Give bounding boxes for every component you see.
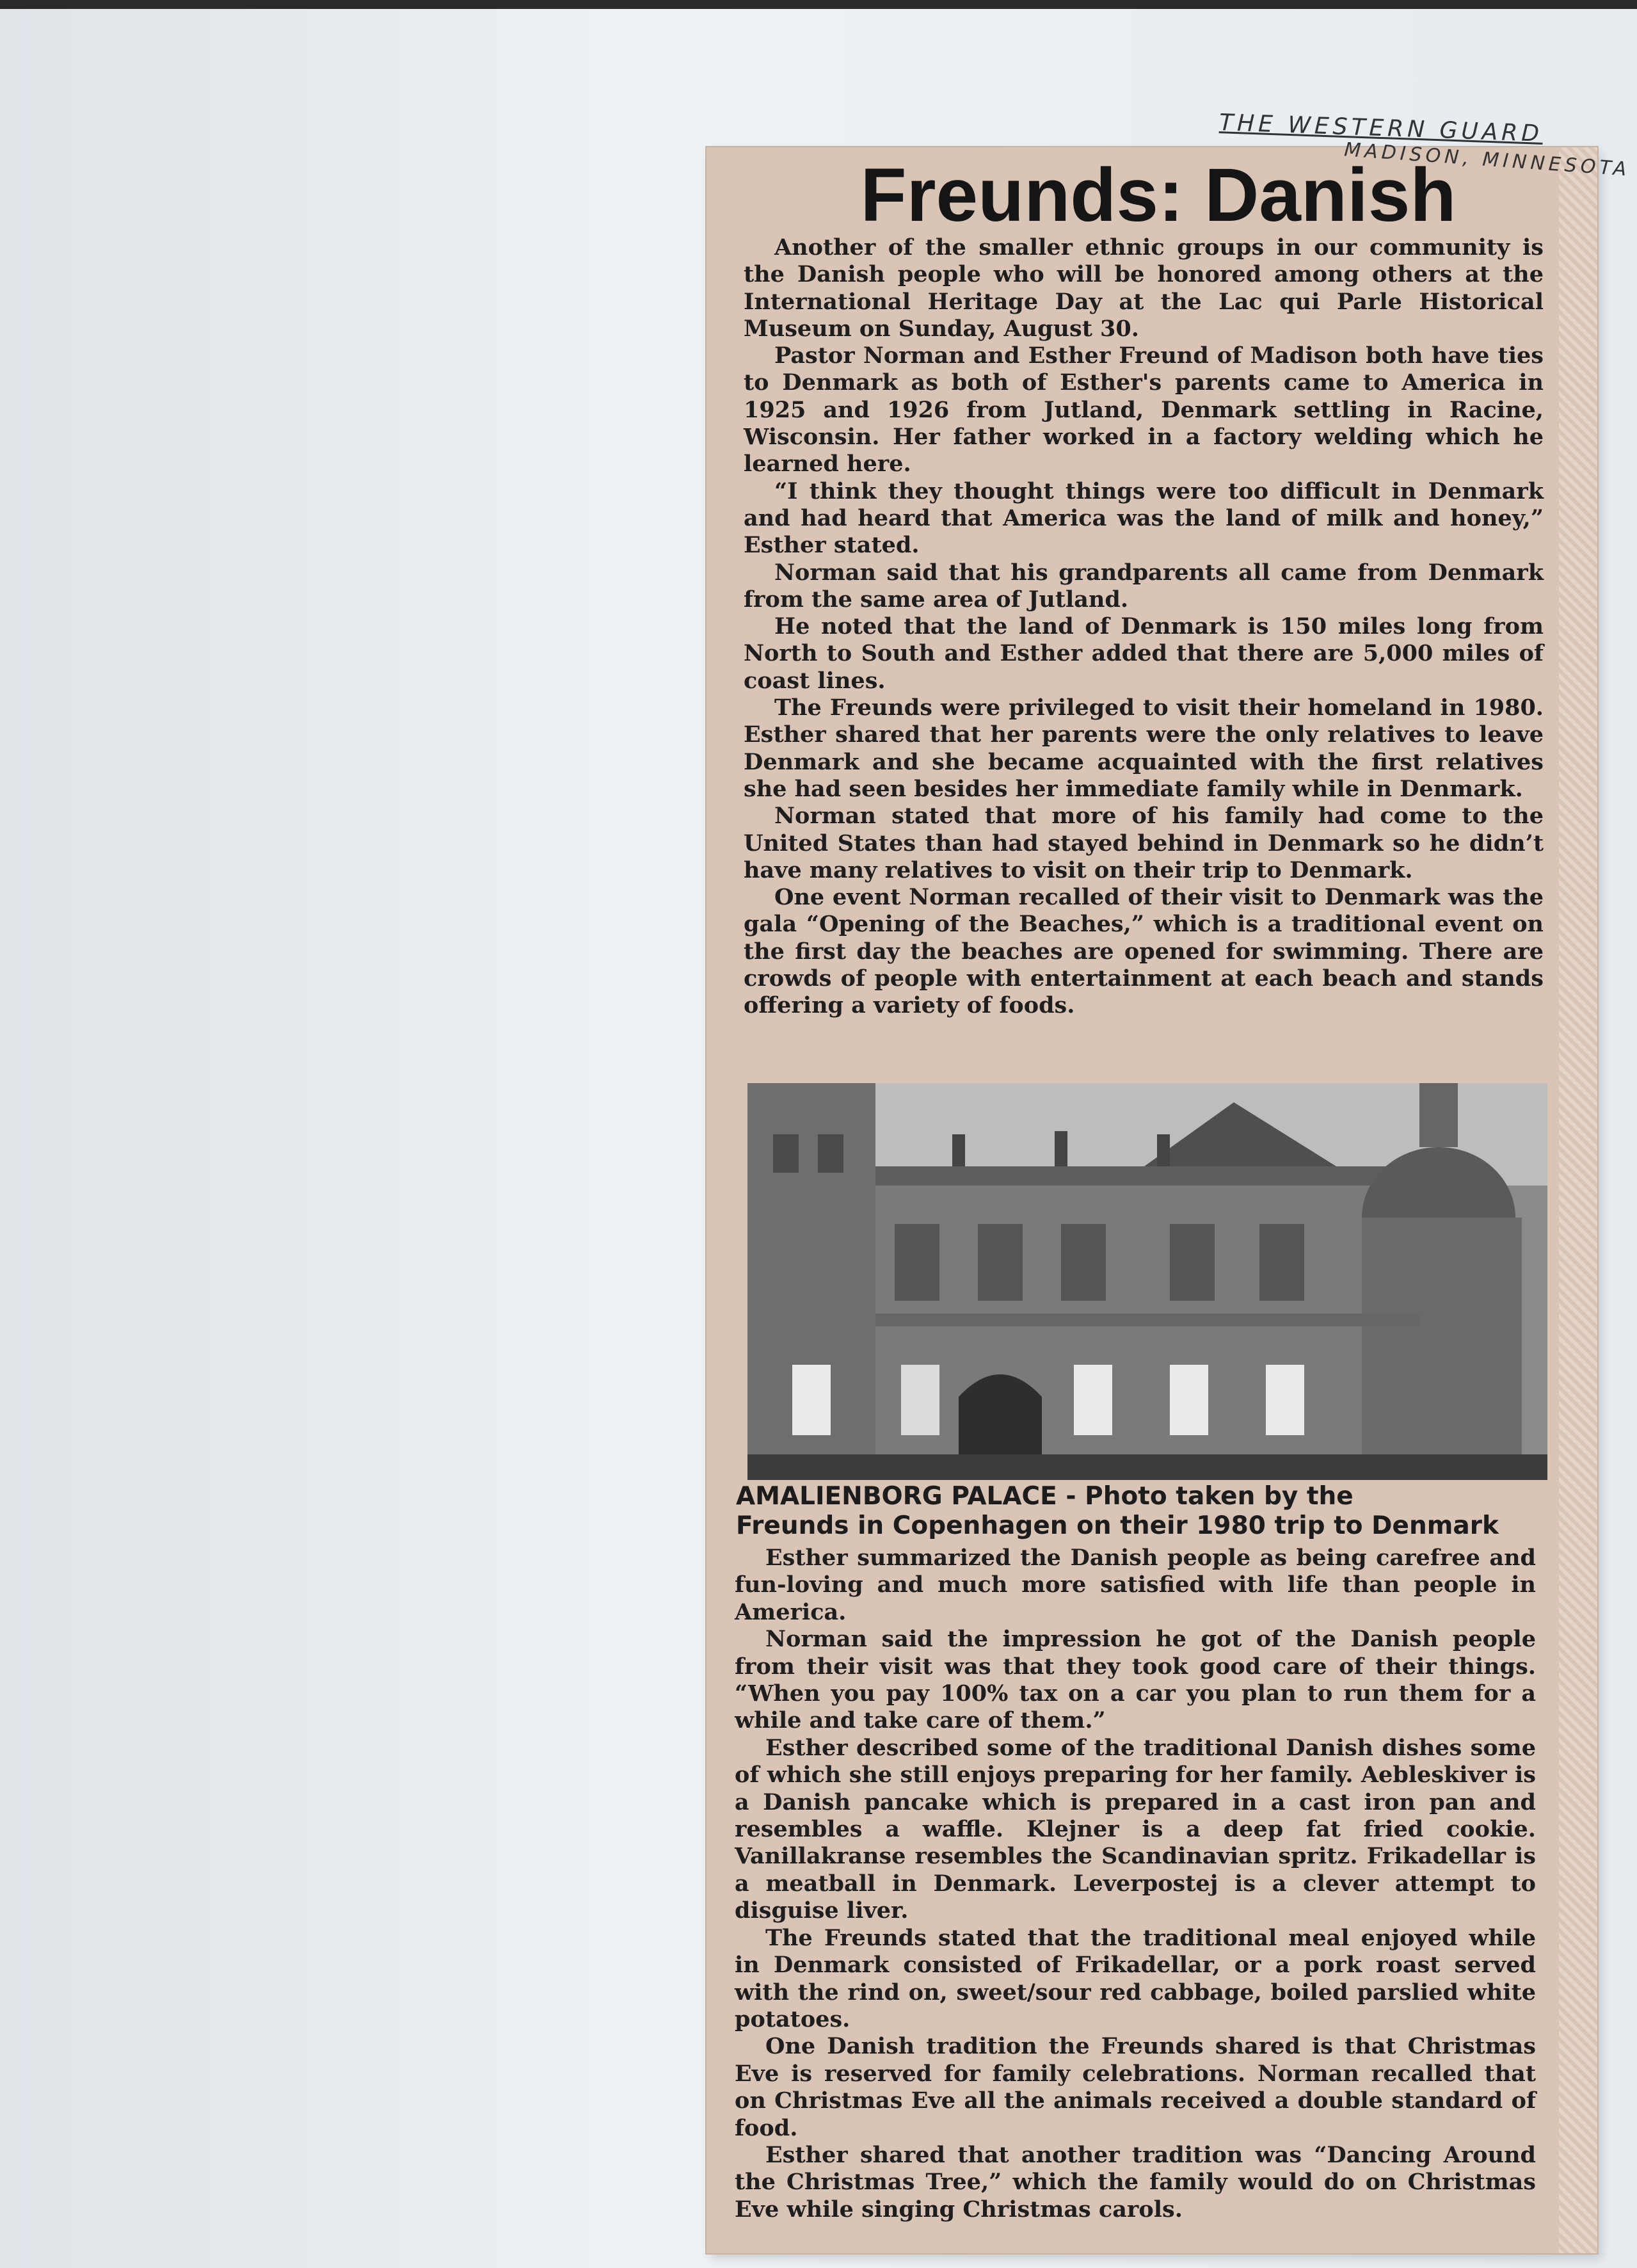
torn-paper-edge <box>1559 147 1597 2253</box>
scanner-top-edge <box>0 0 1637 9</box>
paragraph: The Freunds stated that the traditional meal enjoyed while in Denmark consisted of Frikadellar, or a pork roast served with the rind on, sweet/sour red cabbage, boiled parslied white potatoes. <box>735 1924 1536 2032</box>
article-body-bottom <box>735 1545 1536 2223</box>
handwritten-newspaper-name: THE WESTERN GUARD <box>1218 109 1544 147</box>
paragraph: Norman said that his grandparents all came from Denmark from the same area of Jutland. <box>744 559 1544 613</box>
paragraph: Pastor Norman and Esther Freund of Madison both have ties to Denmark as both of Esther's parents came to America in 1925 and 1926 from Jutland, Denmark settling in Racine, Wisconsin. Her father worked in a factory welding which he learned here. <box>744 342 1544 478</box>
paragraph: “I think they thought things were too difficult in Denmark and had heard that America was the land of milk and honey,” Esther stated. <box>744 478 1544 559</box>
paragraph: Esther described some of the traditional Danish dishes some of which she still enjoys preparing for her family. Aebleskiver is a Danish pancake which is prepared in a cast iron pan and resembles a waffle. Klejner is a deep fat fried cookie. Vanillakranse resembles the Scandinavian spritz. Frikadellar is a meatball in Denmark. Leverpostej is a clever attempt to disguise liver. <box>735 1734 1536 1924</box>
palace-illustration <box>747 1083 1547 1480</box>
handwritten-location: MADISON, MINNESOTA <box>1343 138 1631 181</box>
paragraph: The Freunds were privileged to visit their homeland in 1980. Esther shared that her parents were the only relatives to leave Denmark and she became acquainted with the first relatives she had seen besides her immediate family while in Denmark. <box>744 695 1544 802</box>
caption-line-2: Freunds in Copenhagen on their 1980 trip to Denmark <box>736 1511 1499 1540</box>
caption-line-1: AMALIENBORG PALACE - Photo taken by the <box>736 1482 1354 1511</box>
paragraph: One event Norman recalled of their visit to Denmark was the gala “Opening of the Beaches,” which is a traditional event on the first day the beaches are opened for swimming. There are crowds of people with entertainment at each beach and stands offering a variety of foods. <box>744 884 1544 1019</box>
paragraph: Another of the smaller ethnic groups in our community is the Danish people who will be honored among others at the International Heritage Day at the Lac qui Parle Historical Museum on Sunday, August 30. <box>744 234 1544 342</box>
paragraph: Esther summarized the Danish people as being carefree and fun-loving and much more satisfied with life than people in America. <box>735 1545 1536 1625</box>
paragraph: Norman said the impression he got of the Danish people from their visit was that they took good care of their things. “When you pay 100% tax on a car you plan to run them for a while and take care of them.” <box>735 1626 1536 1734</box>
paragraph: Esther shared that another tradition was “Dancing Around the Christmas Tree,” which the family would do on Christmas Eve while singing Christmas carols. <box>735 2141 1536 2223</box>
paragraph: One Danish tradition the Freunds shared is that Christmas Eve is reserved for family celebrations. Norman recalled that on Christmas Eve all the animals received a double standard of food. <box>735 2033 1536 2141</box>
article-body-top <box>744 234 1544 1020</box>
paragraph: Norman stated that more of his family had come to the United States than had stayed behind in Denmark so he didn’t have many relatives to visit on their trip to Denmark. <box>744 803 1544 883</box>
palace-photo <box>747 1083 1547 1480</box>
article-headline: Freunds: Danish <box>860 153 1457 237</box>
paragraph: He noted that the land of Denmark is 150 miles long from North to South and Esther added that there are 5,000 miles of coast lines. <box>744 613 1544 694</box>
photo-caption <box>736 1482 1537 1541</box>
